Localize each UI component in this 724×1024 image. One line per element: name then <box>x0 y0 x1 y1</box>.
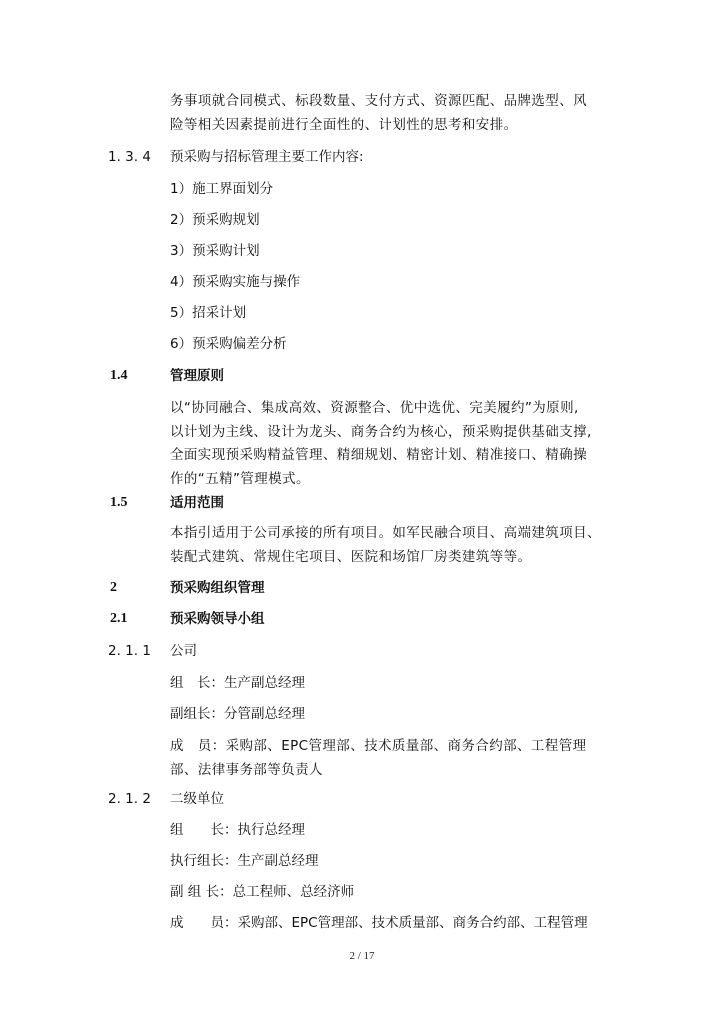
company-members <box>170 735 616 782</box>
page-number: 2 / 17 <box>349 950 375 962</box>
role-line: 组 长：生产副总经理 <box>170 675 305 691</box>
section-title: 预采购领导小组 <box>170 611 265 627</box>
list-item-text: 2）预采购规划 <box>170 212 260 228</box>
section-number: 1.5 <box>110 495 128 510</box>
list-item-text: 3）预采购计划 <box>170 243 260 259</box>
role-line: 执行组长：生产副总经理 <box>170 853 319 869</box>
list-item-text: 4）预采购实施与操作 <box>170 274 301 290</box>
section-title: 管理原则 <box>170 368 224 384</box>
paragraph-line: 以计划为主线、设计为龙头、商务合约为核心，预采购提供基础支撑, <box>170 423 592 440</box>
section-title: 公司 <box>170 643 197 659</box>
section-number: 1.4 <box>110 368 128 383</box>
paragraph-line: 险等相关因素提前进行全面性的、计划性的思考和安排。 <box>170 116 518 133</box>
section-number: 2. 1. 2 <box>108 791 151 807</box>
section-title: 预采购与招标管理主要工作内容: <box>170 149 364 165</box>
paragraph-line: 务事项就合同模式、标段数量、支付方式、资源匹配、品牌选型、风 <box>170 93 587 109</box>
role-line: 副 组 长：总工程师、总经济师 <box>170 884 355 900</box>
section-title: 预采购组织管理 <box>170 580 265 596</box>
principles-paragraph <box>170 397 616 491</box>
section-number: 1. 3. 4 <box>108 149 151 165</box>
list-item-text: 5）招采计划 <box>170 305 247 321</box>
section-title: 二级单位 <box>170 791 224 807</box>
paragraph-line: 成 员：采购部、EPC管理部、技术质量部、商务合约部、工程管理 <box>170 738 587 754</box>
paragraph-line: 装配式建筑、常规住宅项目、医院和场馆厂房类建筑等等。 <box>170 548 532 565</box>
scope-paragraph <box>170 522 616 569</box>
list-item-text: 6）预采购偏差分析 <box>170 336 287 352</box>
paragraph-line: 以“协同融合、集成高效、资源整合、优中选优、完美履约”为原则, <box>170 400 579 416</box>
paragraph-line: 全面实现预采购精益管理、精细规划、精密计划、精准接口、精确操 <box>170 447 587 463</box>
intro-paragraph <box>170 90 616 137</box>
paragraph-line: 本指引适用于公司承接的所有项目。如军民融合项目、高端建筑项目、 <box>170 525 601 541</box>
role-line: 组 长：执行总经理 <box>170 822 305 838</box>
section-number: 2. 1. 1 <box>108 643 151 659</box>
role-line: 成 员：采购部、EPC管理部、技术质量部、商务合约部、工程管理 <box>170 915 588 931</box>
paragraph-line: 作的“五精”管理模式。 <box>170 470 310 487</box>
section-number: 2 <box>110 580 117 595</box>
list-item-text: 1）施工界面划分 <box>170 181 274 197</box>
section-title: 适用范围 <box>170 495 224 511</box>
role-line: 副组长：分管副总经理 <box>170 706 305 722</box>
section-number: 2.1 <box>110 611 128 626</box>
paragraph-line: 部、法律事务部等负责人 <box>170 761 323 778</box>
